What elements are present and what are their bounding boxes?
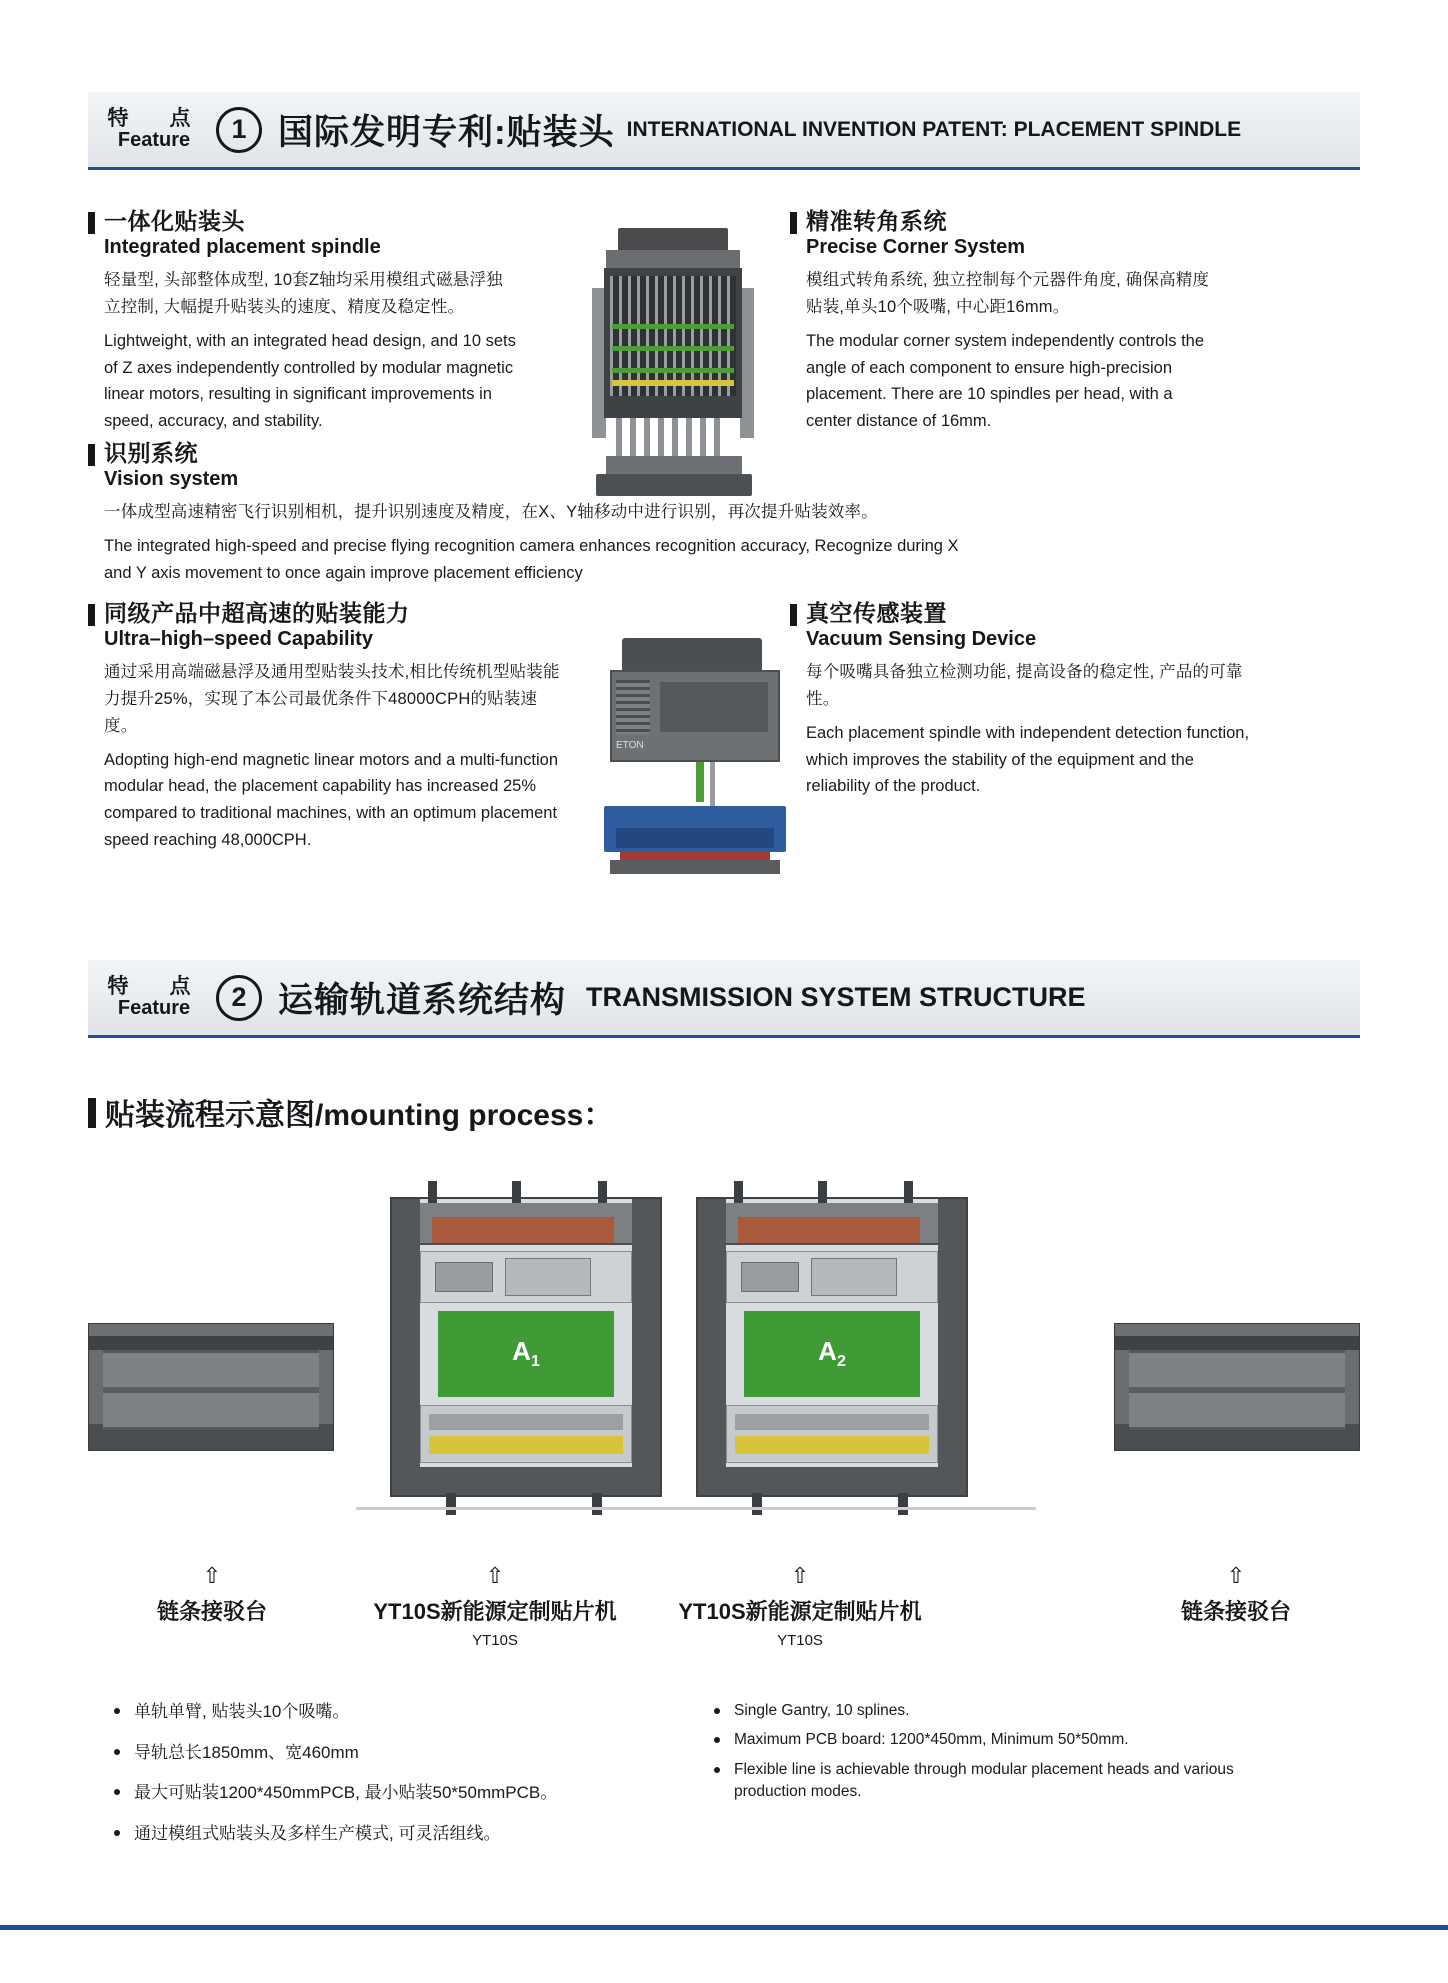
up-arrow-icon: ⇧ (1226, 1563, 1246, 1588)
caption-machine-2-en: YT10S (777, 1632, 823, 1649)
conveyor-rail (103, 1387, 319, 1393)
machine-post (512, 1181, 521, 1203)
list-item: Maximum PCB board: 1200*450mm, Minimum 50*50mm. (712, 1729, 1272, 1751)
feature-1-title-en: INTERNATIONAL INVENTION PATENT: PLACEMENT SPINDLE (626, 117, 1242, 141)
block-speed-title-en: Ultra–high–speed Capability (104, 628, 373, 651)
deck-bar (429, 1414, 623, 1430)
block-integrated-header (88, 208, 518, 234)
machine-gantry-area (420, 1251, 632, 1303)
machine-column-right (938, 1199, 966, 1495)
pcb-label-2: $A_2$ (818, 1336, 846, 1371)
feature-2-title-cn: 运输轨道系统结构 (278, 980, 567, 1020)
diagram-baseline (356, 1507, 1036, 1510)
caption-machine-1 (330, 1565, 660, 1649)
accent-bar-icon (88, 444, 95, 466)
list-item: 最大可贴装1200*450mmPCB, 最小贴装50*50mmPCB。 (112, 1781, 672, 1806)
accent-bar-icon (88, 1098, 96, 1128)
spec-list-cn (112, 1700, 672, 1863)
block-corner-header (790, 208, 1210, 234)
up-arrow-icon: ⇧ (485, 1563, 505, 1588)
feature-1-label-en: Feature (117, 129, 191, 152)
block-vision-title-cn: 识别系统 (104, 440, 198, 466)
accent-bar-icon (88, 212, 95, 234)
block-vision-header (88, 440, 968, 466)
block-integrated-placement-spindle (88, 208, 518, 435)
conveyor-surface (103, 1350, 319, 1430)
feature-2-banner (88, 960, 1360, 1038)
conveyor-surface (1129, 1350, 1345, 1430)
nozzle (700, 418, 706, 456)
nozzle (616, 418, 622, 456)
block-corner-body-cn: 模组式转角系统, 独立控制每个元器件角度, 确保高精度贴装,单头10个吸嘴, 中心距16mm。 (806, 271, 1210, 317)
block-vacuum-title-en: Vacuum Sensing Device (806, 628, 1037, 651)
body-vent (616, 680, 650, 734)
machine-base (392, 1467, 660, 1495)
machine-post (734, 1181, 743, 1203)
pcb-label-1-sub: 1 (530, 1353, 540, 1371)
accent-bar-icon (790, 604, 797, 626)
head-pcb-strip (612, 346, 734, 351)
block-vacuum-body-cn: 每个吸嘴具备独立检测功能, 提高设备的稳定性, 产品的可靠性。 (806, 663, 1243, 709)
feature-1-number: 1 (216, 107, 262, 153)
machine-column-left (698, 1199, 726, 1495)
machine-leg (898, 1493, 908, 1515)
mounting-process-diagram (88, 1175, 1360, 1595)
pcb-board-2 (744, 1311, 920, 1397)
list-item: Flexible line is achievable through modular placement heads and various production modes. (712, 1759, 1272, 1804)
block-vision-body-en: The integrated high-speed and precise flying recognition camera enhances recognition accuracy, Recognize during X and Y axis movement to once again improve placement efficiency (104, 537, 959, 582)
feature-1-label-cn: 特 点 (107, 106, 201, 130)
list-item: 单轨单臂, 贴装头10个吸嘴。 (112, 1700, 672, 1725)
accent-bar-icon (88, 604, 95, 626)
list-item: Single Gantry, 10 splines. (712, 1700, 1272, 1722)
chain-conveyor-left (88, 1323, 334, 1451)
machine-logo: ETON (616, 740, 644, 751)
body-top-cover (622, 638, 762, 672)
machine-leg (752, 1493, 762, 1515)
list-item: 通过模组式贴装头及多样生产模式, 可灵活组线。 (112, 1822, 672, 1847)
block-vision-system (88, 440, 968, 587)
feature-2-label-en: Feature (117, 997, 191, 1020)
head-pcb-strip (612, 324, 734, 329)
block-corner-title-cn: 精准转角系统 (806, 208, 947, 234)
up-arrow-icon: ⇧ (202, 1563, 222, 1588)
machine-post (598, 1181, 607, 1203)
nozzle (630, 418, 636, 456)
caption-conveyor-left-cn: 链条接驳台 (156, 1599, 267, 1624)
nozzle (686, 418, 692, 456)
machine-leg (446, 1493, 456, 1515)
head-foot (596, 474, 752, 496)
footer-rule (0, 1925, 1448, 1930)
placement-head-photo (586, 228, 766, 508)
block-integrated-body-en: Lightweight, with an integrated head design, and 10 sets of Z axes independently controlled by modular magnetic linear motors, resulting in significant improvements in speed, accuracy, and stability. (104, 331, 516, 431)
nozzle (658, 418, 664, 456)
machine-module-right (811, 1258, 897, 1296)
block-corner-title-en: Precise Corner System (806, 236, 1026, 259)
machine-post (818, 1181, 827, 1203)
machine-column-left (392, 1199, 420, 1495)
deck-bar (735, 1414, 929, 1430)
machine-post (904, 1181, 913, 1203)
placement-machine-2 (696, 1197, 968, 1497)
machine-feeder-bank (432, 1217, 614, 1243)
mounting-process-heading-text: 贴装流程示意图/mounting process： (105, 1099, 614, 1132)
mounting-process-heading (88, 1090, 613, 1134)
nozzle (714, 418, 720, 456)
caption-machine-1-en: YT10S (472, 1632, 518, 1649)
nozzle (644, 418, 650, 456)
machine-body-photo (600, 638, 790, 888)
body-panel (660, 682, 768, 732)
spec-list-en (712, 1700, 1272, 1811)
machine-feeder-bank (738, 1217, 920, 1243)
block-speed-body-en: Adopting high-end magnetic linear motors and a multi-function modular head, the placement capability has increased 25% compared to traditional machines, with an optimum placement speed reaching 48,000CPH. (104, 750, 559, 849)
head-cap-lower (606, 250, 740, 270)
up-arrow-icon: ⇧ (790, 1563, 810, 1588)
machine-base (698, 1467, 966, 1495)
block-ultra-high-speed-capability (88, 600, 568, 853)
machine-module-left (435, 1262, 493, 1292)
caption-conveyor-right-cn: 链条接驳台 (1180, 1599, 1291, 1624)
chain-conveyor-right (1114, 1323, 1360, 1451)
block-precise-corner-system (790, 208, 1210, 435)
feature-1-label (100, 108, 208, 151)
body-feet (610, 860, 780, 874)
pcb-board-1 (438, 1311, 614, 1397)
body-blue-base-lower (616, 828, 774, 848)
block-integrated-title-cn: 一体化贴装头 (104, 208, 245, 234)
machine-module-left (741, 1262, 799, 1292)
block-speed-body-cn: 通过采用高端磁悬浮及通用型贴装头技术,相比传统机型贴装能力提升25%，实现了本公司最优条件下48000CPH的贴装速度。 (104, 663, 560, 735)
block-vacuum-body-en: Each placement spindle with independent detection function, which improves the stability of the equipment and the reliability of the product. (806, 723, 1250, 796)
deck-bar-yellow (735, 1436, 929, 1454)
machine-lower-deck (726, 1405, 938, 1463)
pcb-label-2-sub: 2 (836, 1353, 846, 1371)
machine-module-right (505, 1258, 591, 1296)
feature-1-title-cn: 国际发明专利:贴装头 (278, 112, 615, 152)
machine-leg (592, 1493, 602, 1515)
caption-machine-1-cn: YT10S新能源定制贴片机 (373, 1599, 617, 1624)
head-cable-strip (612, 380, 734, 386)
accent-bar-icon (790, 212, 797, 234)
deck-bar-yellow (429, 1436, 623, 1454)
block-integrated-title-en: Integrated placement spindle (104, 236, 381, 259)
machine-column-right (632, 1199, 660, 1495)
block-vacuum-title-cn: 真空传感装置 (806, 600, 947, 626)
feature-1-banner (88, 92, 1360, 170)
conveyor-rail (1129, 1387, 1345, 1393)
head-base (606, 456, 742, 474)
body-pcb-strip (696, 762, 704, 802)
block-vacuum-header (790, 600, 1260, 626)
feature-2-label-cn: 特 点 (107, 974, 201, 998)
caption-machine-2-cn: YT10S新能源定制贴片机 (678, 1599, 922, 1624)
feature-2-label (100, 976, 208, 1019)
caption-machine-2 (635, 1565, 965, 1649)
feature-2-title-en: TRANSMISSION SYSTEM STRUCTURE (586, 982, 1086, 1012)
nozzle (672, 418, 678, 456)
block-speed-title-cn: 同级产品中超高速的贴装能力 (104, 600, 410, 626)
machine-gantry-area (726, 1251, 938, 1303)
block-vision-title-en: Vision system (104, 468, 239, 491)
pcb-label-1: $A_1$ (512, 1336, 540, 1371)
head-pcb-strip (612, 368, 734, 373)
block-speed-header (88, 600, 568, 626)
block-vacuum-sensing-device (790, 600, 1260, 800)
caption-conveyor-right (1050, 1565, 1422, 1626)
body-red-strip (620, 852, 770, 860)
head-spindle-array (610, 276, 736, 396)
machine-post (428, 1181, 437, 1203)
placement-machine-1 (390, 1197, 662, 1497)
block-corner-body-en: The modular corner system independently controls the angle of each component to ensure high-precision placement. There are 10 spindles per head, with a center distance of 16mm. (806, 331, 1205, 431)
head-side-rail-right (740, 288, 754, 438)
block-integrated-body-cn: 轻量型, 头部整体成型, 10套Z轴均采用模组式磁悬浮独立控制, 大幅提升贴装头的速度、精度及稳定性。 (104, 271, 503, 317)
block-vision-body-cn: 一体成型高速精密飞行识别相机，提升识别速度及精度，在X、Y轴移动中进行识别，再次提升贴装效率。 (104, 503, 878, 522)
feature-2-number: 2 (216, 975, 262, 1021)
list-item: 导轨总长1850mm、宽460mm (112, 1741, 672, 1766)
machine-lower-deck (420, 1405, 632, 1463)
